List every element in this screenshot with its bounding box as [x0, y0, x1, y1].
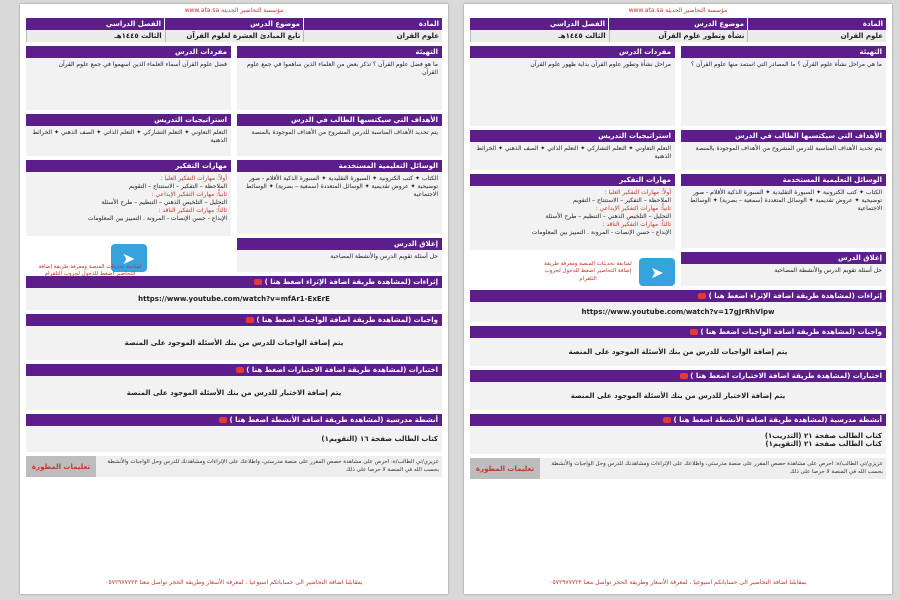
- strategies-title: استراتيجيات التدريس: [26, 114, 231, 126]
- enrich-link[interactable]: https://www.youtube.com/watch?v=mfAr1-ExErE: [26, 288, 442, 310]
- close-box: [237, 238, 442, 272]
- topic-label: موضوع الدرس: [164, 18, 303, 30]
- media-box: [237, 160, 442, 234]
- telegram-icon[interactable]: ➤: [639, 258, 675, 286]
- skills-line-4: التحليل – التلخيص الذهني – التنظيم – طرح الأسئلة: [545, 213, 671, 221]
- enrich-title[interactable]: إثراءات (لمشاهدة طريقة اضافة الإثراء اضغط هنا ): [26, 276, 442, 288]
- notes-text: عزيزي/تي الطالب/ة: احرص على مشاهدة حصص المقرر على منصة مدرستي، واطلاعك على الإثراءات ومشاهدتك للدرس وحل الواجبات والأنشطة بحسب الله في المنصة لا حرصا على ذلك: [551, 461, 883, 475]
- header-labels: [26, 18, 442, 30]
- telegram-text[interactable]: لمتابعة تحديثات المنصة ومعرفة طريقة إضافة التحاضير اضغط للدخول لجروب التلقرام: [544, 261, 632, 282]
- media-text: الكتاب ✦ كتب الكترونية ✦ السبورة التقليدية ✦ السبورة الذكية الأقلام - صور توضيحية ✦ عروض تقديمية ✦ الوسائل المتعددة (سمعية – بصرية) ✦ الوسائط الاجتماعية: [690, 189, 882, 213]
- notes-label: تعليمات المطورة: [26, 456, 96, 477]
- skills-title: مهارات التفكير: [470, 174, 675, 186]
- skills-line-6: الإبداع - حسن الإنصات - المرونة . التمييز بين المعلومات: [87, 215, 227, 223]
- strategies-text: التعلم التعاوني ✦ التعلم التشاركي ✦ التعلم الذاتي ✦ الصف الذهني ✦ الخرائط الذهنية: [32, 129, 227, 145]
- skills-line-4: التحليل – التلخيص الذهني – التنظيم – طرح الأسئلة: [101, 199, 227, 207]
- telegram-icon[interactable]: ➤: [111, 244, 147, 272]
- tests-section: [470, 370, 886, 410]
- strategies-text: التعلم التعاوني ✦ التعلم التشاركي ✦ التعلم الذاتي ✦ الصف الذهني ✦ الخرائط الذهنية: [476, 145, 671, 161]
- notes-section: [470, 458, 886, 479]
- skills-line-2: الملاحظة – التفكير – الاستنتاج – التقويم: [129, 183, 227, 191]
- tests-title[interactable]: اختبارات (لمشاهدة طريقة اضافة الاختبارات اضغط هنا ): [26, 364, 442, 376]
- skills-line-1: أولاً: مهارات التفكير العليا :: [604, 189, 671, 196]
- semester-value: الثالث ١٤٤٥هـ: [470, 30, 609, 42]
- subject-label: المادة: [303, 18, 442, 30]
- skills-box: [26, 160, 231, 236]
- strategies-box: [26, 114, 231, 156]
- intro-text: ما هو فضل علوم القرآن ؟ تذكر بعض من العلماء الذين ساهموا في جمع علوم القرآن: [246, 61, 438, 77]
- homework-title[interactable]: واجبات (لمشاهدة طريقة اضافة الواجبات اضغط هنا ): [26, 314, 442, 326]
- vocab-box: [26, 46, 231, 110]
- site-header: www.ata.sa مؤسسة التحاضير الحديثة: [184, 7, 284, 14]
- goals-title: الأهداف التي سيكتسبها الطالب في الدرس: [237, 114, 442, 126]
- activity-line-1: كتاب الطالب صفحة ٢١ (التدريب١): [764, 432, 882, 440]
- intro-text: ما هي مراحل نشأة علوم القرآن ؟ ما المصادر التي استمد منها علوم القرآن ؟: [691, 61, 882, 68]
- goals-box: [681, 130, 886, 170]
- goals-text: يتم تحديد الأهداف المناسبة للدرس المشروح من الأهداف الموجودة بالمنصة: [251, 129, 438, 136]
- close-title: إغلاق الدرس: [237, 238, 442, 250]
- vocab-text: فضل علوم القرآن أسماء العلماء الذين اسهموا في جمع علوم القرآن: [58, 61, 227, 68]
- subject-value: علوم القران: [747, 30, 886, 42]
- vocab-title: مفردات الدرس: [470, 46, 675, 58]
- topic-value: تابع المبادئ العشرة لعلوم القرآن: [165, 30, 304, 42]
- activities-title[interactable]: أنشطة مدرسية (لمشاهدة طريقة اضافة الأنشطة اضغط هنا ): [26, 414, 442, 426]
- youtube-icon: [680, 373, 688, 379]
- enrich-section: [26, 276, 442, 310]
- notes-text: عزيزي/تي الطالب/ة: احرص على مشاهدة حصص المقرر على منصة مدرستي، واطلاعك على الإثراءات ومشاهدتك للدرس وحل الواجبات والأنشطة بحسب الله في المنصة لا حرصا على ذلك: [107, 459, 439, 473]
- skills-box: [470, 174, 675, 250]
- semester-value: الثالث ١٤٤٥هـ: [26, 30, 165, 42]
- topic-label: موضوع الدرس: [608, 18, 747, 30]
- footer-contact: بمقابلنا اضافة التحاضير الى حساباتكم اسبوعيا . لمعرفة الأسعار وطريقة الحجز تواصل معنا ٠٥٧٢٩٧٧٧٢٣: [549, 579, 807, 586]
- skills-line-3: ثانياً: مهارات التفكير الإبداعي :: [151, 191, 227, 199]
- close-text: حل أسئلة تقويم الدرس والأنشطة المصاحبة: [774, 267, 882, 274]
- skills-line-2: الملاحظة – التفكير – الاستنتاج – التقويم: [573, 197, 671, 205]
- youtube-icon: [246, 317, 254, 323]
- youtube-icon: [698, 293, 706, 299]
- telegram-promo[interactable]: [470, 250, 675, 286]
- close-box: [681, 252, 886, 286]
- skills-line-5: ثالثاً: مهارات التفكير الناقد :: [602, 221, 671, 229]
- intro-box: [237, 46, 442, 110]
- media-title: الوسائل التعليمية المستخدمة: [237, 160, 442, 172]
- enrich-link[interactable]: https://www.youtube.com/watch?v=17gJrRhVlpw: [470, 302, 886, 322]
- subject-label: المادة: [747, 18, 886, 30]
- activities-section: [26, 414, 442, 452]
- activities-text: كتاب الطالب صفحة ١٦ (التقويم١): [26, 426, 442, 452]
- skills-line-3: ثانياً: مهارات التفكير الإبداعي :: [595, 205, 671, 213]
- skills-line-1: أولاً: مهارات التفكير العليا :: [160, 175, 227, 182]
- close-title: إغلاق الدرس: [681, 252, 886, 264]
- intro-box: [681, 46, 886, 126]
- goals-text: يتم تحديد الأهداف المناسبة للدرس المشروح من الأهداف الموجودة بالمنصة: [695, 145, 882, 152]
- activity-line-2: كتاب الطالب صفحة ٢١ (التقويم١): [765, 440, 882, 448]
- activities-text: [470, 426, 886, 454]
- subject-value: علوم القران: [303, 30, 442, 42]
- skills-title: مهارات التفكير: [26, 160, 231, 172]
- semester-label: الفصل الدراسي: [105, 20, 161, 28]
- telegram-text-left[interactable]: لمتابعة تحديثات المنصة ومعرفة طريقة إضافة التحاضير اضغط للدخول لجروب التلقرام: [38, 264, 142, 278]
- activities-title[interactable]: أنشطة مدرسية (لمشاهدة طريقة اضافة الأنشطة اضغط هنا ): [470, 414, 886, 426]
- skills-line-6: الإبداع - حسن الإنصات - المرونة . التمييز بين المعلومات: [531, 229, 671, 237]
- notes-section: [26, 456, 442, 477]
- homework-section: [470, 326, 886, 366]
- homework-title[interactable]: واجبات (لمشاهدة طريقة اضافة الواجبات اضغط هنا ): [470, 326, 886, 338]
- tests-section: [26, 364, 442, 410]
- tests-text: يتم إضافة الاختبار للدرس من بنك الأسئلة الموجود على المنصة: [26, 376, 442, 410]
- intro-title: التهيئة: [237, 46, 442, 58]
- topic-value: نشأة وتطور علوم القرآن: [609, 30, 748, 42]
- close-text: حل أسئلة تقويم الدرس والأنشطة المصاحبة: [330, 253, 438, 260]
- activities-section: [470, 414, 886, 454]
- tests-title[interactable]: اختبارات (لمشاهدة طريقة اضافة الاختبارات اضغط هنا ): [470, 370, 886, 382]
- youtube-icon: [219, 417, 227, 423]
- header-values: [26, 30, 442, 42]
- lesson-sheet-right: [464, 4, 892, 594]
- header-labels: [470, 18, 886, 30]
- goals-title: الأهداف التي سيكتسبها الطالب في الدرس: [681, 130, 886, 142]
- youtube-icon: [690, 329, 698, 335]
- goals-box: [237, 114, 442, 156]
- youtube-icon: [254, 279, 262, 285]
- vocab-text: مراحل نشأة وتطور علوم القرآن بداية ظهور علوم القرآن: [530, 61, 671, 68]
- homework-section: [26, 314, 442, 360]
- media-text: الكتاب ✦ كتب الكترونية ✦ السبورة التقليدية ✦ السبورة الذكية الأقلام - صور توضيحية ✦ عروض تقديمية ✦ الوسائل المتعددة (سمعية – بصرية) ✦ الوسائط الاجتماعية: [246, 175, 438, 199]
- notes-label: تعليمات المطورة: [470, 458, 540, 479]
- enrich-section: [470, 290, 886, 322]
- tests-text: يتم إضافة الاختبار للدرس من بنك الأسئلة الموجود على المنصة: [470, 382, 886, 410]
- youtube-icon: [663, 417, 671, 423]
- homework-text: يتم إضافة الواجبات للدرس من بنك الأسئلة الموجود على المنصة: [26, 326, 442, 360]
- homework-text: يتم إضافة الواجبات للدرس من بنك الأسئلة الموجود على المنصة: [470, 338, 886, 366]
- strategies-title: استراتيجيات التدريس: [470, 130, 675, 142]
- lesson-sheet-left: [20, 4, 448, 594]
- header-values: [470, 30, 886, 42]
- intro-title: التهيئة: [681, 46, 886, 58]
- strategies-box: [470, 130, 675, 170]
- site-header: www.ata.sa مؤسسة التحاضير الحديثة: [628, 7, 728, 14]
- semester-label: الفصل الدراسي: [549, 20, 605, 28]
- vocab-title: مفردات الدرس: [26, 46, 231, 58]
- youtube-icon: [236, 367, 244, 373]
- vocab-box: [470, 46, 675, 126]
- media-title: الوسائل التعليمية المستخدمة: [681, 174, 886, 186]
- media-box: [681, 174, 886, 248]
- footer-contact: بمقابلنا اضافة التحاضير الى حساباتكم اسبوعيا . لمعرفة الأسعار وطريقة الحجز تواصل معنا ٠٥٧٢٩٧٧٧٢٣: [105, 579, 363, 586]
- enrich-title[interactable]: إثراءات (لمشاهدة طريقة اضافة الإثراء اضغط هنا ): [470, 290, 886, 302]
- skills-line-5: ثالثاً: مهارات التفكير الناقد :: [158, 207, 227, 215]
